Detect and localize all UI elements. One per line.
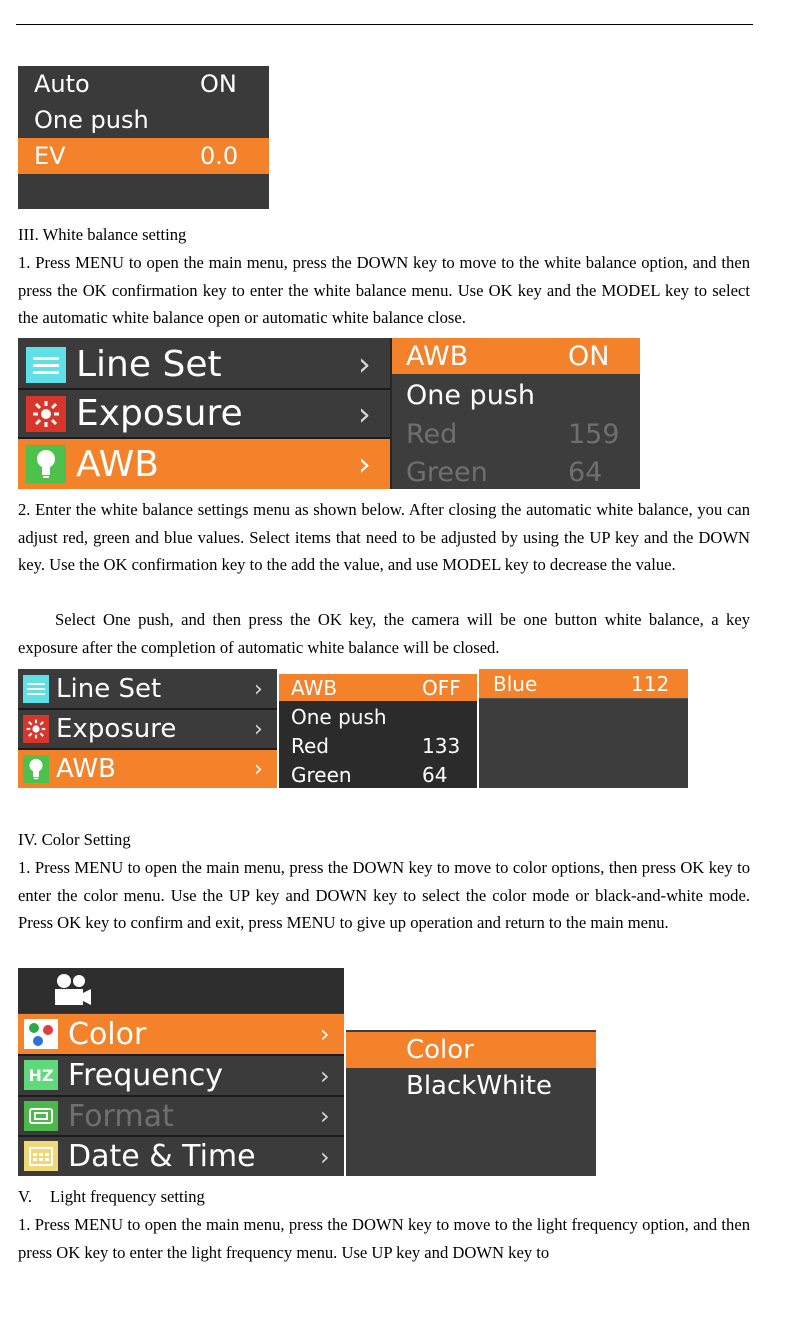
- main-item-label: Line Set: [76, 343, 222, 385]
- main-item-frequency: [18, 1056, 344, 1095]
- main-item-label: Date & Time: [68, 1139, 256, 1174]
- sub-item-awb-selected: [392, 338, 640, 374]
- chevron-right-icon: ›: [254, 716, 263, 742]
- sub-item-value: OFF: [422, 675, 461, 700]
- main-item-label: Exposure: [56, 714, 177, 744]
- sub-item-value: 112: [631, 671, 670, 696]
- heading-number: V.: [18, 1187, 32, 1206]
- sub-item-color-selected: [346, 1032, 596, 1068]
- header-rule: [16, 24, 753, 25]
- main-item-awb-selected: [18, 750, 277, 788]
- menu-row-one-push: [18, 102, 269, 138]
- hz-icon: HZ: [24, 1060, 58, 1090]
- main-item-date-time: [18, 1137, 344, 1176]
- menu-header: [18, 968, 344, 1013]
- sub-item-value: 64: [422, 763, 448, 787]
- sub-item-label: Green: [406, 456, 488, 488]
- sub-item-label: Red: [406, 418, 458, 450]
- sub-item-red: [392, 416, 640, 452]
- sub-item-red: [279, 732, 477, 760]
- sub-item-value: 64: [568, 456, 603, 488]
- menu-item-label: Auto: [34, 70, 90, 98]
- main-item-color-selected: [18, 1014, 344, 1054]
- main-item-line-set: [18, 340, 390, 388]
- sub-item-one-push: [279, 703, 477, 731]
- sub-item-label: Blue: [493, 671, 538, 696]
- sub-item-label: Green: [291, 763, 352, 787]
- main-menu-panel: [18, 669, 277, 788]
- menu-item-label: EV: [34, 142, 66, 170]
- section-heading-white-balance: III. White balance setting: [18, 225, 187, 244]
- main-item-label: AWB: [56, 754, 116, 784]
- sun-icon: [26, 396, 66, 432]
- menu-item-label: One push: [34, 106, 149, 134]
- camera-icon: [46, 970, 94, 1010]
- chevron-right-icon: ›: [320, 1020, 330, 1048]
- format-icon: [24, 1101, 58, 1131]
- bulb-icon: [23, 755, 49, 783]
- color-submenu-panel: [346, 1030, 596, 1176]
- main-menu-panel: [18, 968, 344, 1176]
- chevron-right-icon: ›: [358, 394, 371, 433]
- lines-icon: [26, 347, 66, 383]
- awb-submenu-panel: [392, 338, 640, 489]
- chevron-right-icon: ›: [320, 1102, 330, 1130]
- sub-item-blackwhite: [346, 1068, 596, 1104]
- menu-item-value: 0.0: [200, 142, 239, 170]
- sub-item-label: AWB: [406, 340, 469, 372]
- main-item-label: Exposure: [76, 393, 243, 434]
- awb-submenu-panel: [279, 674, 477, 788]
- main-item-label: Format: [68, 1098, 174, 1134]
- main-item-awb-selected: [18, 439, 390, 489]
- main-item-exposure: [18, 390, 390, 437]
- awb-on-menu-screenshot: [18, 338, 640, 489]
- exposure-menu-screenshot: [18, 66, 269, 209]
- bulb-icon: [26, 445, 66, 483]
- main-item-label: Color: [68, 1016, 147, 1052]
- main-menu-panel: [18, 338, 390, 489]
- lines-icon: [23, 675, 49, 703]
- sub-item-label: AWB: [291, 675, 338, 700]
- main-item-format: [18, 1097, 344, 1135]
- menu-item-value: ON: [200, 70, 237, 98]
- white-balance-step-2: 2. Enter the white balance settings menu as shown below. After closing the automatic white balance, you can adjust red, green and blue values. Select items that need to be adjusted by using the UP key and the DOWN key. Use the OK confirmation key to the add the value, and use MODEL key to decrease the value.: [18, 500, 750, 574]
- sun-icon: [23, 715, 49, 743]
- blue-submenu-panel: [479, 669, 688, 788]
- sub-item-label: Color: [406, 1035, 474, 1065]
- white-balance-step-1: 1. Press MENU to open the main menu, press the DOWN key to move to the white balance option, and then press the OK confirmation key to enter the white balance menu. Use OK key and the MODEL key to select the automatic white balance open or automatic white balance close.: [18, 253, 750, 327]
- chevron-right-icon: ›: [358, 445, 371, 483]
- sub-item-label: One push: [406, 379, 535, 411]
- light-frequency-step-1: 1. Press MENU to open the main menu, press the DOWN key to move to the light frequency option, and then press OK key to enter the light frequency menu. Use UP key and DOWN key to: [18, 1215, 750, 1262]
- sub-item-label: BlackWhite: [406, 1071, 552, 1101]
- section-heading-color: IV. Color Setting: [18, 830, 131, 849]
- section-heading-light-frequency: [18, 1183, 205, 1210]
- sub-item-blue-selected: [479, 669, 688, 698]
- dots-icon: [24, 1019, 58, 1049]
- sub-item-label: One push: [291, 705, 387, 729]
- calendar-icon: [24, 1141, 58, 1171]
- white-balance-note: Select One push, and then press the OK key, the camera will be one button white balance, a key exposure after the completion of automatic white balance will be closed.: [18, 610, 750, 657]
- color-step-1: 1. Press MENU to open the main menu, press the DOWN key to move to color options, then press OK key to enter the color menu. Use the UP key and DOWN key to select the color mode or black-and-white mode. Press OK key to confirm and exit, press MENU to give up operation and return to the main menu.: [18, 858, 750, 932]
- main-item-label: Frequency: [68, 1058, 223, 1093]
- sub-item-green: [392, 454, 640, 489]
- main-item-line-set: [18, 670, 277, 708]
- sub-item-one-push: [392, 376, 640, 414]
- awb-off-menu-screenshot: [18, 669, 688, 788]
- chevron-right-icon: ›: [254, 756, 263, 782]
- sub-item-label: Red: [291, 734, 329, 758]
- menu-row-ev-selected: [18, 138, 269, 174]
- chevron-right-icon: ›: [320, 1142, 330, 1171]
- sub-item-value: 159: [568, 418, 620, 450]
- main-item-exposure: [18, 710, 277, 748]
- chevron-right-icon: ›: [254, 676, 263, 702]
- heading-text: Light frequency setting: [50, 1187, 205, 1206]
- color-menu-screenshot: [18, 968, 596, 1176]
- menu-row-auto: [18, 66, 269, 102]
- main-item-label: AWB: [76, 443, 159, 485]
- sub-item-value: ON: [568, 340, 610, 372]
- sub-item-value: 133: [422, 734, 461, 758]
- chevron-right-icon: ›: [320, 1061, 330, 1090]
- chevron-right-icon: ›: [358, 345, 371, 383]
- sub-item-green: [279, 761, 477, 788]
- main-item-label: Line Set: [56, 674, 162, 704]
- sub-item-awb-selected: [279, 674, 477, 701]
